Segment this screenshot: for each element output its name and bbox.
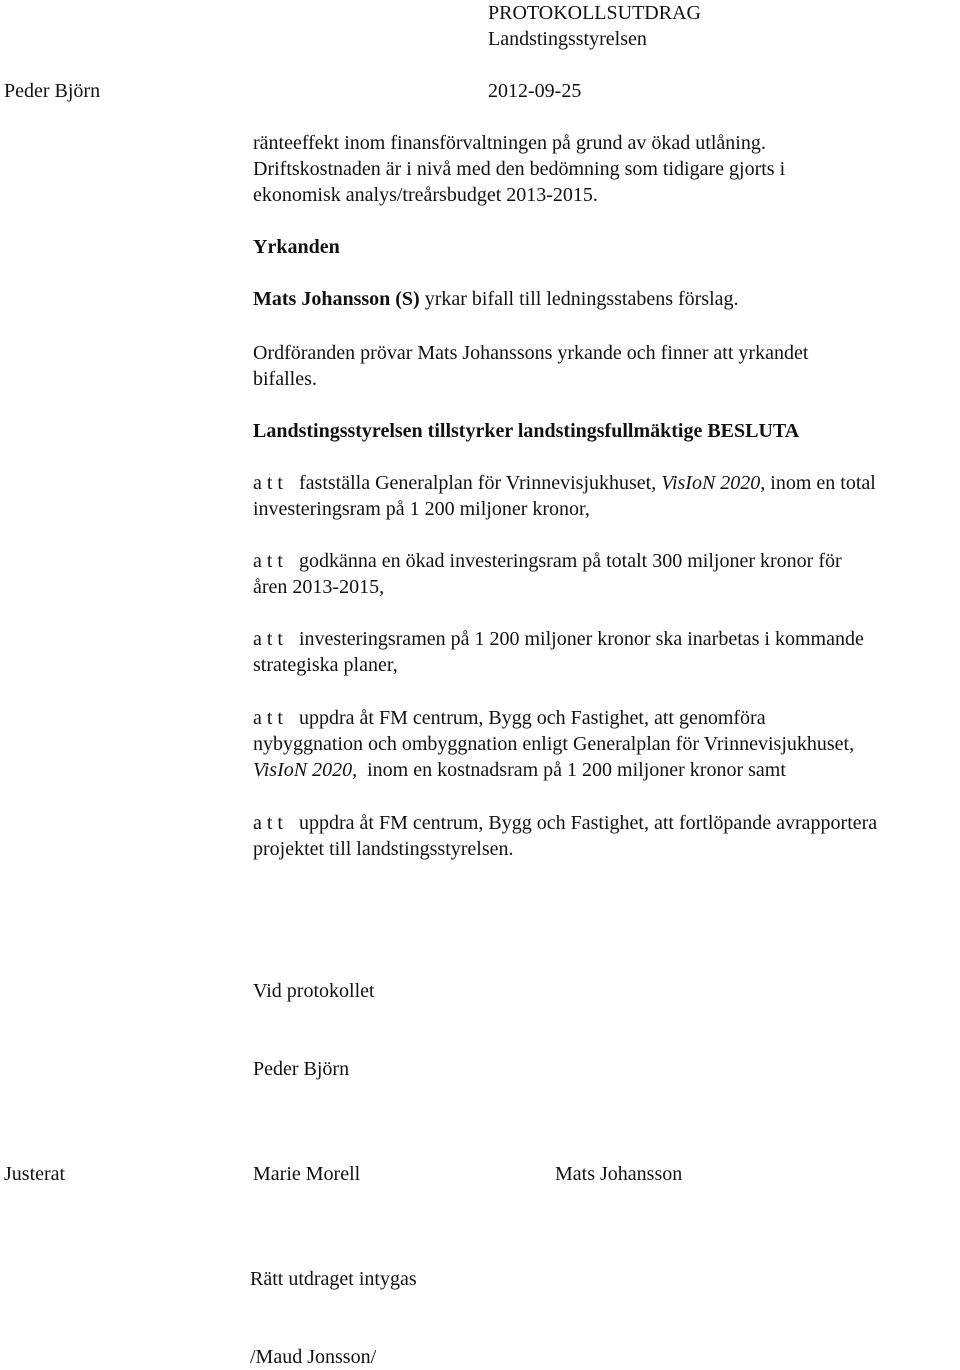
att-label: a t t — [253, 472, 283, 494]
decision-item-1-line-1 — [253, 470, 958, 496]
decision-item-2-line-2: åren 2013-2015, — [253, 576, 385, 598]
att-label: a t t — [253, 707, 283, 729]
item-4-text-b: inom en kostnadsram på 1 200 miljoner kronor samt — [357, 759, 786, 781]
item-4-text: uppdra åt FM centrum, Bygg och Fastighet, att genomföra — [299, 707, 766, 729]
decision-item-3-line-1 — [253, 626, 958, 652]
secretary-name: Peder Björn — [253, 1058, 350, 1080]
decision-item-3-line-2: strategiska planer, — [253, 654, 398, 676]
organization-name: Landstingsstyrelsen — [488, 28, 647, 50]
decision-item-4-line-1 — [253, 705, 958, 731]
intro-line-1: ränteeffekt inom finansförvaltningen på grund av ökad utlåning. — [253, 132, 766, 154]
decision-item-4-line-3 — [253, 757, 958, 783]
item-3-text: investeringsramen på 1 200 miljoner kronor ska inarbetas i kommande — [299, 628, 864, 650]
document-date: 2012-09-25 — [488, 80, 582, 102]
decision-item-2-line-1 — [253, 548, 958, 574]
adjuster-1-name: Marie Morell — [253, 1163, 361, 1185]
intro-line-3: ekonomisk analys/treårsbudget 2013-2015. — [253, 184, 598, 206]
decision-item-1-line-2: investeringsram på 1 200 miljoner kronor, — [253, 498, 590, 520]
chair-line-2: bifalles. — [253, 368, 317, 390]
decision-heading: Landstingsstyrelsen tillstyrker landstingsfullmäktige BESLUTA — [253, 420, 800, 442]
item-1-text-b: inom en total — [765, 472, 876, 494]
decision-item-4-line-2: nybyggnation och ombyggnation enligt Generalplan för Vrinnevisjukhuset, — [253, 733, 855, 755]
item-2-text: godkänna en ökad investeringsram på totalt 300 miljoner kronor för — [299, 550, 842, 572]
att-label: a t t — [253, 628, 283, 650]
justerat-label: Justerat — [4, 1163, 66, 1185]
yrkande-speaker: Mats Johansson (S) — [253, 288, 420, 310]
decision-item-5-line-1 — [253, 810, 958, 836]
yrkande-motion: yrkar bifall till ledningsstabens förslag. — [419, 288, 739, 310]
yrkanden-heading: Yrkanden — [253, 236, 340, 258]
author-name: Peder Björn — [4, 80, 101, 102]
chair-line-1: Ordföranden prövar Mats Johanssons yrkande och finner att yrkandet — [253, 342, 809, 364]
adjuster-2-name: Mats Johansson — [555, 1163, 683, 1185]
certifier-name: /Maud Jonsson/ — [250, 1346, 377, 1368]
vision-2020-label: VisIoN 2020, — [661, 472, 766, 494]
certified-label: Rätt utdraget intygas — [250, 1268, 417, 1290]
vid-protokollet: Vid protokollet — [253, 980, 375, 1002]
yrkande-paragraph — [253, 286, 958, 312]
intro-line-2: Driftskostnaden är i nivå med den bedömning som tidigare gjorts i — [253, 158, 786, 180]
att-label: a t t — [253, 812, 283, 834]
document-type: PROTOKOLLSUTDRAG — [488, 2, 701, 24]
item-1-text-a: fastställa Generalplan för Vrinnevisjukhuset, — [299, 472, 662, 494]
item-5-text: uppdra åt FM centrum, Bygg och Fastighet, att fortlöpande avrapportera — [299, 812, 878, 834]
vision-2020-label: VisIoN 2020, — [253, 759, 358, 781]
att-label: a t t — [253, 550, 283, 572]
decision-item-5-line-2: projektet till landstingsstyrelsen. — [253, 838, 514, 860]
